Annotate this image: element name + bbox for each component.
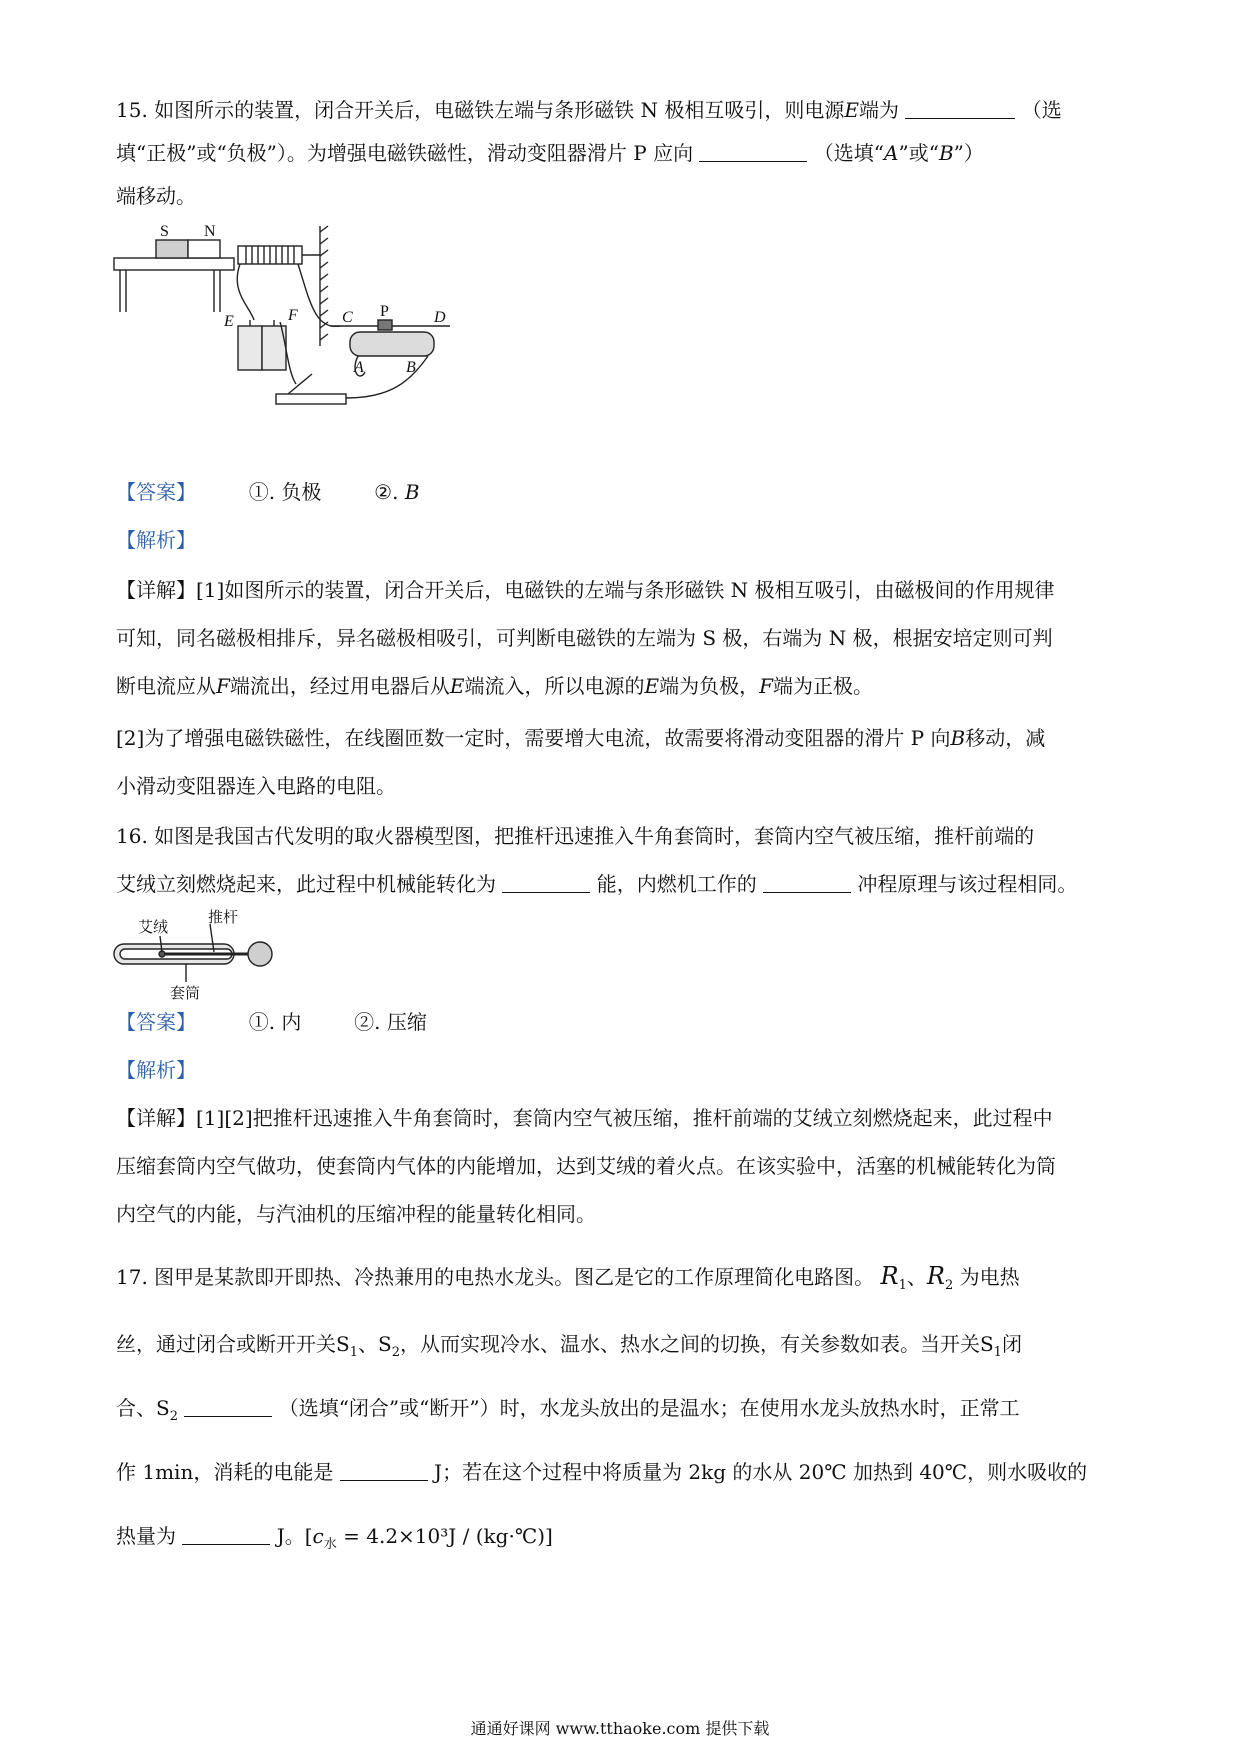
label-E: E bbox=[224, 313, 234, 330]
q17-line3: 合、$S_2$ （选填“闭合”或“断开”）时，水龙头放出的是温水；在使用水龙头放热水时，正常工 bbox=[116, 1396, 1020, 1424]
label-taotong: 套筒 bbox=[170, 984, 201, 1002]
label-C: C bbox=[342, 309, 353, 326]
label-S: S bbox=[160, 223, 169, 240]
page-footer: 通通好课网 www.tthaoke.com 提供下载 bbox=[470, 1719, 770, 1738]
q15-detail-4: [2]为了增强电磁铁磁性，在线圈匝数一定时，需要增大电流，故需要将滑动变阻器的滑片 P 向B移动，减 bbox=[116, 726, 1046, 750]
q15-line2: 填“正极”或“负极”）。为增强电磁铁磁性，滑动变阻器滑片 P 应向 （选填“A”或“B”） bbox=[116, 141, 984, 165]
label-B: B bbox=[406, 359, 416, 376]
q15-detail-1: 【详解】[1]如图所示的装置，闭合开关后，电磁铁的左端与条形磁铁 N 极相互吸引，由磁极间的作用规律 bbox=[116, 578, 1055, 602]
q15-figure bbox=[110, 222, 510, 462]
q16-line2: 艾绒立刻燃烧起来，此过程中机械能转化为 能，内燃机工作的 冲程原理与该过程相同。 bbox=[116, 872, 1078, 896]
label-D: D bbox=[434, 309, 446, 326]
q17-blank-3 bbox=[182, 1524, 270, 1545]
q15-detail-5: 小滑动变阻器连入电路的电阻。 bbox=[116, 774, 396, 798]
q16-analysis-tag: 【解析】 bbox=[116, 1058, 196, 1082]
label-F: F bbox=[288, 307, 298, 324]
q15-detail-3: 断电流应从F端流出，经过用电器后从E端流入，所以电源的E端为负极，F端为正极。 bbox=[116, 674, 873, 698]
q16-answer: 【答案】 ①. 内 ②. 压缩 bbox=[116, 1010, 427, 1034]
q16-detail-3: 内空气的内能，与汽油机的压缩冲程的能量转化相同。 bbox=[116, 1202, 596, 1226]
q16-blank-1 bbox=[502, 872, 590, 893]
label-tuigan: 推杆 bbox=[208, 908, 239, 926]
q16-figure bbox=[110, 906, 290, 1002]
q17-line1: 17. 图甲是某款即开即热、冷热兼用的电热水龙头。图乙是它的工作原理简化电路图。 $R_1$、$R_2$ 为电热 bbox=[116, 1262, 1020, 1293]
q17-blank-2 bbox=[340, 1460, 428, 1481]
q15-analysis-tag: 【解析】 bbox=[116, 528, 196, 552]
label-airong: 艾绒 bbox=[138, 918, 169, 936]
q15-blank-2 bbox=[699, 141, 807, 162]
q15-blank-1 bbox=[905, 98, 1015, 119]
q16-line1: 16. 如图是我国古代发明的取火器模型图，把推杆迅速推入牛角套筒时，套筒内空气被压缩，推杆前端的 bbox=[116, 824, 1035, 848]
q16-blank-2 bbox=[763, 872, 851, 893]
q16-detail-2: 压缩套筒内空气做功，使套筒内气体的内能增加，达到艾绒的着火点。在该实验中，活塞的机械能转化为筒 bbox=[116, 1154, 1056, 1178]
q15-line3: 端移动。 bbox=[116, 184, 196, 208]
answer-tag: 【答案】 bbox=[116, 480, 196, 504]
q17-line4: 作 1min，消耗的电能是 J；若在这个过程中将质量为 2kg 的水从 20℃ 加热到 40℃，则水吸收的 bbox=[116, 1460, 1088, 1484]
q17-line2: 丝，通过闭合或断开开关$S_1$、$S_2$，从而实现冷水、温水、热水之间的切换，有关参数如表。当开关$S_1$闭 bbox=[116, 1332, 1022, 1360]
label-P: P bbox=[380, 303, 389, 320]
label-A: A bbox=[354, 359, 364, 376]
q15-line1: 15. 如图所示的装置，闭合开关后，电磁铁左端与条形磁铁 N 极相互吸引，则电源E端为 （选 bbox=[116, 98, 1062, 122]
q17-line5: 热量为 J。[$c_水 = 4.2\times 10^3J$ / (kg·℃)] bbox=[116, 1524, 553, 1552]
q15-detail-2: 可知，同名磁极相排斥，异名磁极相吸引，可判断电磁铁的左端为 S 极，右端为 N 极，根据安培定则可判 bbox=[116, 626, 1053, 650]
q17-blank-1 bbox=[184, 1396, 272, 1417]
label-N: N bbox=[204, 223, 216, 240]
q15-answer: 【答案】 ①. 负极 ②. B bbox=[116, 480, 420, 504]
q16-detail-1: 【详解】[1][2]把推杆迅速推入牛角套筒时，套筒内空气被压缩，推杆前端的艾绒立刻燃烧起来，此过程中 bbox=[116, 1106, 1053, 1130]
